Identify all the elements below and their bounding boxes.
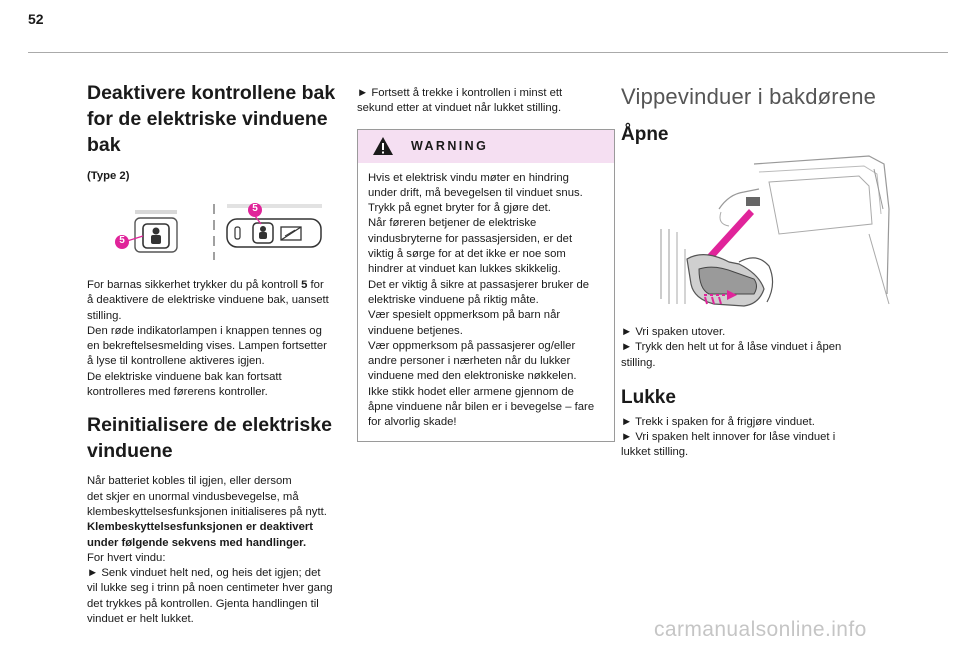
- vent-window-illustration: [659, 154, 894, 319]
- text-line: stilling.: [87, 309, 122, 322]
- warning-title: WARNING: [411, 139, 489, 154]
- heading-deactivate: [87, 80, 345, 158]
- text-line: under drift, må bevegelsen til vinduet snus.: [368, 186, 583, 199]
- open-title: Åpne: [621, 124, 669, 145]
- paragraph-deactivate: [87, 278, 345, 400]
- text-line: for alvorlig skade!: [368, 416, 457, 429]
- text-line: Når føreren betjener de elektriske: [368, 217, 537, 230]
- callout-5-left: 5: [119, 235, 125, 246]
- heading-line: for de elektriske vinduene: [87, 108, 328, 130]
- section-title: Vippevinduer i bakdørene: [621, 84, 877, 109]
- text-line: vinduet er helt lukket.: [87, 613, 194, 626]
- text-line: Ikke stikk hodet eller armene gjennom de: [368, 385, 574, 398]
- text-line: andre personer i nærheten når du lukker: [368, 355, 571, 368]
- text-line: Hvis et elektrisk vindu møter en hindring: [368, 171, 569, 184]
- text-line: lukket stilling.: [621, 446, 689, 459]
- warning-box: [357, 129, 615, 442]
- text-line: ► Trekk i spaken for å frigjøre vinduet.: [621, 415, 815, 428]
- page-number: 52: [28, 11, 44, 27]
- column-middle: [357, 86, 615, 442]
- text-line: For barnas sikkerhet trykker du på kontroll 5 for: [87, 279, 324, 291]
- text-line: kontrolleres med førerens kontroller.: [87, 386, 268, 399]
- warning-header: [358, 130, 614, 163]
- text-line: ► Senk vinduet helt ned, og heis det igjen; det: [87, 567, 321, 580]
- text-line: stilling.: [621, 356, 656, 369]
- text-line: det skjer en unormal vindusbevegelse, må: [87, 490, 299, 503]
- text-line: Vær spesielt oppmerksom på barn når: [368, 309, 561, 322]
- text-line: De elektriske vinduene bak kan fortsatt: [87, 370, 282, 383]
- text-line: ► Fortsett å trekke i kontrollen i minst ett: [357, 87, 563, 99]
- type-label: (Type 2): [87, 170, 130, 182]
- heading-line: Deaktivere kontrollene bak: [87, 82, 336, 104]
- text-line: sekund etter at vinduet når lukket stilling.: [357, 102, 562, 115]
- heading-line: bak: [87, 134, 121, 156]
- text-line: klembeskyttelsesfunksjonen initialiseres på nytt.: [87, 505, 327, 518]
- column-left: [87, 80, 345, 627]
- column-right: [621, 84, 896, 461]
- heading-reinitialise: [87, 412, 345, 464]
- text-line: å lyse til kontrollene aktiveres igjen.: [87, 355, 265, 368]
- text-line: vinduene betjenes.: [368, 324, 463, 337]
- text-line: det trykkes på kontrollen. Gjenta handlingen til: [87, 597, 319, 610]
- heading-line: vinduene: [87, 440, 173, 463]
- watermark: carmanualsonline.info: [654, 618, 867, 641]
- text-line: vinduene med den elektroniske nøkkelen.: [368, 370, 577, 383]
- text-line-bold: Klembeskyttelsesfunksjonen er deaktivert: [87, 521, 314, 534]
- close-title: Lukke: [621, 386, 676, 408]
- text-line: Den røde indikatorlampen i knappen tennes og: [87, 324, 322, 337]
- text-line: Når batteriet kobles til igjen, eller dersom: [87, 475, 292, 488]
- paragraph-reinitialise: [87, 474, 345, 627]
- text-line: åpne vinduene når bilen er i bevegelse – fare: [368, 401, 595, 414]
- text-line: Trykk på egnet bryter for å gjøre det.: [368, 202, 551, 215]
- text-line: ► Vri spaken helt innover for låse vinduet i: [621, 431, 836, 444]
- open-instructions: [621, 325, 896, 371]
- text-line: viktig å sørge for at det ikke er noe som: [368, 248, 566, 261]
- paragraph-continue: [357, 86, 615, 117]
- warning-body: [358, 163, 614, 441]
- text-line: ► Trykk den helt ut for å låse vinduet i åpen: [621, 341, 842, 354]
- header-rule: [28, 52, 948, 53]
- text-line: ► Vri spaken utover.: [621, 326, 726, 338]
- child-lock-illustration: [109, 200, 344, 260]
- callout-5-right: 5: [252, 203, 258, 214]
- text-line: For hvert vindu:: [87, 551, 166, 564]
- text-line: Det er viktig å sikre at passasjerer bruker de: [368, 278, 590, 291]
- text-line: en bekreftelsesmelding vises. Lampen fortsetter: [87, 340, 327, 353]
- text-line: å deaktivere de elektriske vinduene bak, uansett: [87, 294, 329, 307]
- text-line: elektriske vinduene på riktig måte.: [368, 293, 539, 306]
- close-instructions: [621, 415, 896, 461]
- text-line: vindusbryterne for passasjersiden, er det: [368, 232, 573, 245]
- text-line: Vær oppmerksom på passasjerer og/eller: [368, 339, 576, 352]
- warning-triangle-icon: [372, 136, 394, 161]
- text-line: vil lukke seg i trinn på noen centimeter hver gang: [87, 582, 333, 595]
- heading-line: Reinitialisere de elektriske: [87, 414, 332, 437]
- text-line: hindrer at vinduet kan lukkes skikkelig.: [368, 263, 561, 276]
- text-line-bold: under følgende sekvens med handlinger.: [87, 536, 307, 549]
